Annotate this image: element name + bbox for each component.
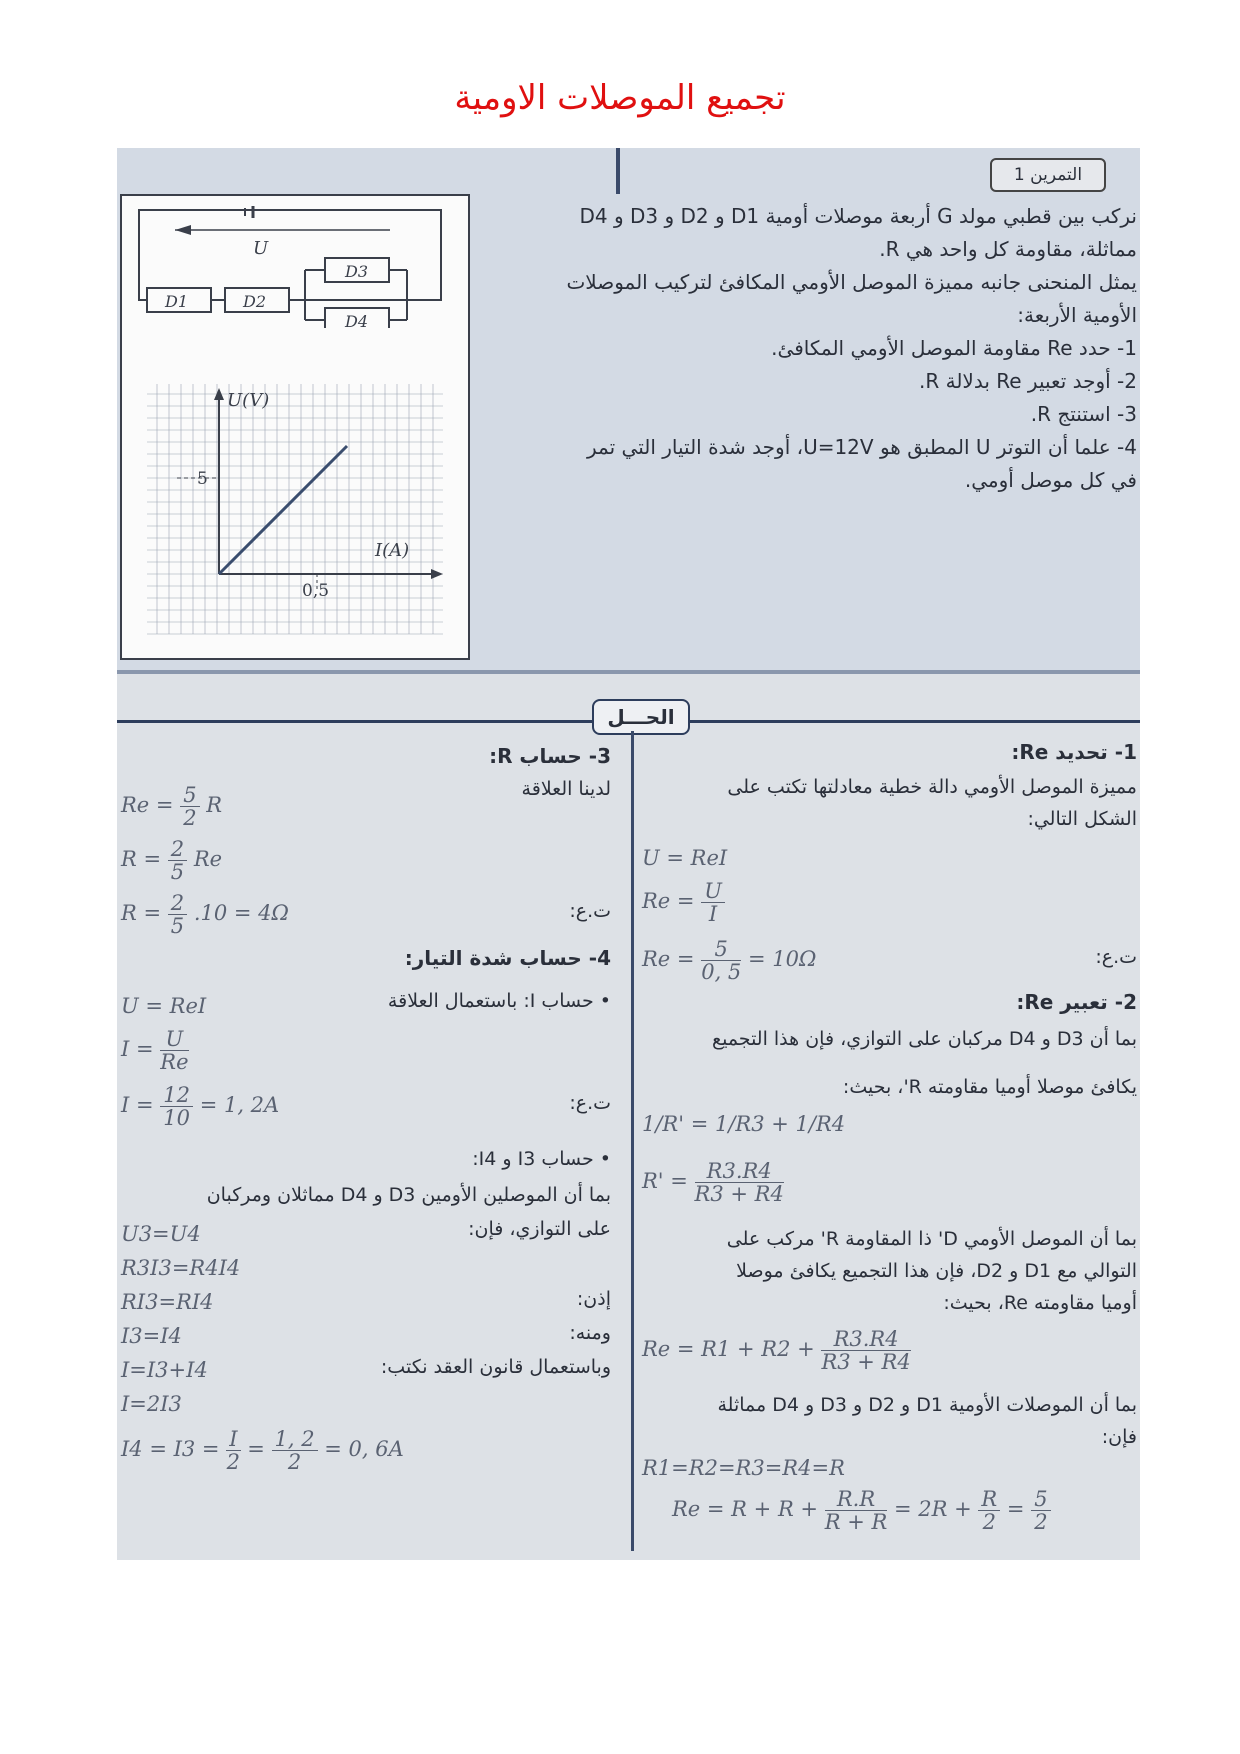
numerical-app-label: ت.ع: bbox=[569, 900, 611, 922]
x-tick-label: 0,5 bbox=[302, 581, 330, 601]
equation: I=I3+I4 bbox=[121, 1358, 208, 1382]
characteristic-line bbox=[219, 446, 347, 574]
top-divider bbox=[616, 148, 620, 194]
x-axis-label: I(A) bbox=[375, 540, 410, 561]
y-tick-label: 5 bbox=[197, 469, 208, 489]
exercise-line: 1- حدد Re مقاومة الموصل الأومي المكافئ. bbox=[771, 336, 1137, 360]
equation: 1/R' = 1/R3 + 1/R4 bbox=[642, 1112, 846, 1136]
equation: Re = $\frac{5}{2}$ R bbox=[121, 783, 223, 830]
exercise-text bbox=[481, 200, 1137, 497]
equation: Re = $\frac{U}{I}$ bbox=[642, 880, 725, 925]
equation: R1=R2=R3=R4=R bbox=[642, 1456, 845, 1480]
heading-4: 4- حساب شدة التيار: bbox=[404, 946, 611, 970]
text-line: أوميا مقاومته Re، بحيث: bbox=[943, 1292, 1137, 1314]
equation: Re = $\frac{5}{0, 5}$ = 10Ω bbox=[642, 937, 817, 984]
d4-label: D4 bbox=[345, 312, 369, 328]
scanned-page bbox=[117, 148, 1140, 1560]
exercise-line: نركب بين قطبي مولد G أربعة موصلات أومية D1 و D2 و D3 و D4 bbox=[579, 204, 1137, 228]
heading-1: 1- تحديد Re: bbox=[1011, 740, 1137, 764]
equation: I = $\frac{U}{Re}$ bbox=[121, 1027, 189, 1074]
equation: Re = R + R + $\frac{R.R}{R + R}$ = 2R + $\frac{R}{2}$ = $\frac{5}{2}$ bbox=[672, 1488, 1051, 1533]
equation: R' = $\frac{R3.R4}{R3 + R4}$ bbox=[642, 1159, 784, 1206]
exercise-line: يمثل المنحنى جانبه مميزة الموصل الأومي المكافئ لتركيب الموصلات bbox=[566, 270, 1137, 294]
equation: I = $\frac{12}{10}$ = 1, 2A bbox=[121, 1083, 280, 1130]
text-line: بما أن الموصل الأومي D' ذا المقاومة R' مركب على bbox=[726, 1228, 1137, 1250]
equation: I4 = I3 = $\frac{I}{2}$ = $\frac{1, 2}{2}$ = 0, 6A bbox=[121, 1427, 404, 1474]
equation: U = ReI bbox=[121, 994, 207, 1018]
exercise-line: 4- علما أن التوتر U المطبق هو U=12V، أوجد شدة التيار التي تمر bbox=[587, 435, 1137, 459]
equation: U3=U4 bbox=[121, 1222, 201, 1246]
page-title: تجميع الموصلات الاومية bbox=[454, 78, 786, 118]
solution-tag: الحـــل bbox=[592, 699, 690, 735]
equation: I=2I3 bbox=[121, 1392, 182, 1416]
text-line: على التوازي، فإن: bbox=[468, 1218, 611, 1240]
text-line: بما أن الموصلين الأومين D3 و D4 مماثلان ومركبان bbox=[206, 1184, 611, 1206]
heading-3: 3- حساب R: bbox=[489, 744, 611, 768]
exercise-line: الأومية الأربعة: bbox=[1017, 303, 1137, 327]
y-axis-label: U(V) bbox=[227, 390, 270, 411]
text-line: وباستعمال قانون العقد نكتب: bbox=[380, 1356, 611, 1378]
text-line: ومنه: bbox=[569, 1322, 611, 1344]
exercise-line: 2- أوجد تعبير Re بدلالة R. bbox=[918, 369, 1137, 393]
text-line: التوالي مع D1 و D2، فإن هذا التجميع يكافئ موصلا bbox=[736, 1260, 1137, 1282]
text-line: • حساب I: باستعمال العلاقة bbox=[387, 990, 611, 1012]
exercise-line: 3- استنتج R. bbox=[1030, 402, 1137, 426]
u-i-graph bbox=[147, 384, 447, 639]
text-line: بما أن الموصلات الأومية D1 و D2 و D3 و D4 مماثلة bbox=[717, 1394, 1137, 1416]
figure-box bbox=[120, 194, 470, 660]
equation: R = $\frac{2}{5}$ .10 = 4Ω bbox=[121, 891, 289, 938]
text-line: • حساب I3 و I4: bbox=[472, 1148, 611, 1170]
equation: I3=I4 bbox=[121, 1324, 182, 1348]
d3-label: D3 bbox=[345, 262, 369, 281]
text-line: يكافئ موصلا أوميا مقاومته R'، بحيث: bbox=[842, 1076, 1137, 1098]
d1-label: D1 bbox=[165, 292, 189, 311]
exercise-tag: التمرين 1 bbox=[990, 158, 1106, 192]
text-line: إذن: bbox=[576, 1288, 611, 1310]
d2-label: D2 bbox=[243, 292, 267, 311]
equation: R3I3=R4I4 bbox=[121, 1256, 241, 1280]
equation: R = $\frac{2}{5}$ Re bbox=[121, 837, 223, 884]
numerical-app-label: ت.ع: bbox=[569, 1092, 611, 1114]
exercise-divider bbox=[117, 670, 1140, 674]
exercise-line: مماثلة، مقاومة كل واحد هي R. bbox=[879, 237, 1137, 261]
text-line: مميزة الموصل الأومي دالة خطية معادلتها تكتب على bbox=[727, 776, 1137, 798]
numerical-app-label: ت.ع: bbox=[1095, 946, 1137, 968]
exercise-line: في كل موصل أومي. bbox=[964, 468, 1137, 492]
heading-2: 2- تعبير Re: bbox=[1016, 990, 1137, 1014]
column-divider bbox=[631, 731, 634, 1551]
circuit-diagram bbox=[135, 206, 453, 328]
equation: U = ReI bbox=[642, 846, 728, 870]
text-line: لدينا العلاقة bbox=[521, 778, 611, 800]
equation: RI3=RI4 bbox=[121, 1290, 214, 1314]
text-line: بما أن D3 و D4 مركبان على التوازي، فإن هذا التجميع bbox=[711, 1028, 1137, 1050]
text-line: الشكل التالي: bbox=[1027, 808, 1137, 830]
circuit-u-label: U bbox=[253, 238, 269, 259]
text-line: فإن: bbox=[1101, 1426, 1137, 1448]
equation: Re = R1 + R2 + $\frac{R3.R4}{R3 + R4}$ bbox=[642, 1327, 911, 1374]
